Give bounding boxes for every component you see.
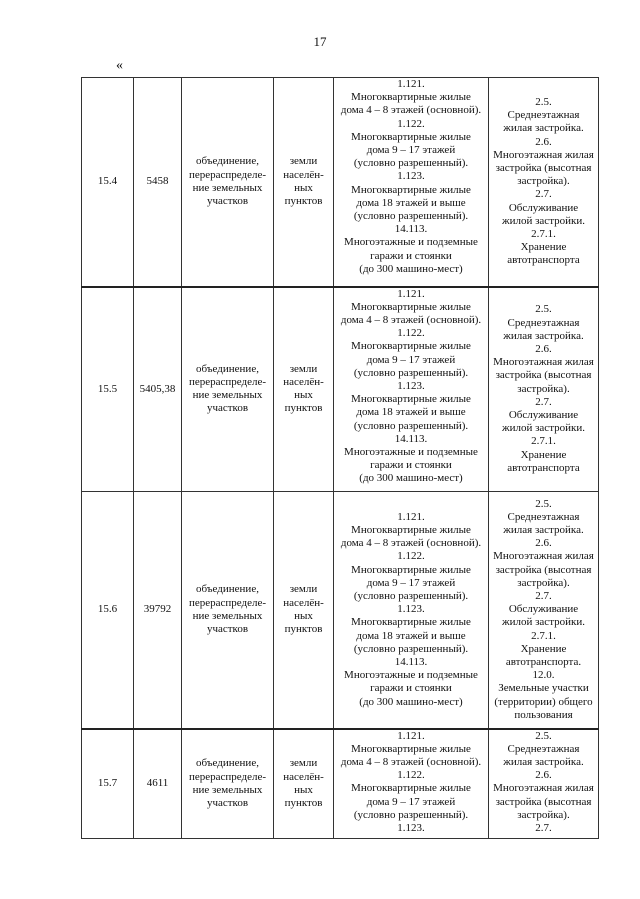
vri-line: Хранение [520, 241, 567, 254]
vri-line: жилой застройки. [501, 214, 586, 227]
category-line: пунктов [284, 796, 323, 809]
page-number: 17 [313, 34, 327, 49]
use-line: дома 18 этажей и выше [356, 406, 466, 419]
vri-line: Среднеэтажная [507, 109, 580, 122]
use-line: (условно разрешенный). [353, 419, 469, 432]
category-line: пунктов [284, 194, 323, 207]
use-line: Многоквартирные жилые [351, 563, 471, 576]
vri-line: Обслуживание [508, 409, 579, 422]
plot-number-cell: 15.7 [82, 729, 134, 839]
use-line: 1.122. [397, 550, 425, 563]
use-line: (условно разрешенный). [353, 157, 469, 170]
land-category-cell [274, 78, 334, 287]
vri-line: пользования [514, 708, 573, 721]
vri-line: застройка (высотная [495, 369, 592, 382]
use-line: 1.123. [397, 170, 425, 183]
table-row-15-7 [82, 729, 599, 839]
category-line: населён- [283, 770, 324, 783]
vri-line: застройка). [517, 382, 570, 395]
vri-line: 12.0. [532, 669, 555, 682]
use-line: гаражи и стоянки [370, 682, 452, 695]
use-line: Многоквартирные жилые [351, 300, 471, 313]
method-line: участков [206, 402, 249, 415]
use-line: Многоквартирные жилые [351, 523, 471, 536]
formation-method-cell [182, 729, 274, 839]
use-line: 1.121. [397, 78, 425, 90]
category-line: земли [289, 362, 318, 375]
use-line: 14.113. [394, 223, 428, 236]
use-line: дома 4 – 8 этажей (основной). [340, 755, 482, 768]
use-line: Многоэтажные и подземные [344, 669, 478, 682]
use-line: 1.121. [397, 729, 425, 742]
vri-line: Хранение [520, 448, 567, 461]
use-line: Многоквартирные жилые [351, 183, 471, 196]
category-line: пунктов [284, 402, 323, 415]
method-line: объединение, [196, 757, 259, 770]
plot-area-cell: 5405,38 [134, 287, 182, 492]
formation-method-cell [182, 78, 274, 287]
vri-line: Обслуживание [508, 603, 579, 616]
method-line: перераспределе- [188, 376, 267, 389]
use-line: дома 18 этажей и выше [356, 196, 466, 209]
category-line: земли [289, 155, 318, 168]
method-line: объединение, [196, 155, 259, 168]
land-use-code-cell [489, 492, 599, 729]
land-category-cell [274, 729, 334, 839]
use-line: Многоквартирные жилые [351, 393, 471, 406]
use-line: дома 9 – 17 этажей [366, 576, 456, 589]
vri-line: 2.7. [535, 188, 552, 201]
table-body [82, 78, 599, 839]
vri-line: автотранспорта [507, 461, 580, 474]
method-line: объединение, [196, 362, 259, 375]
use-line: дома 4 – 8 этажей (основной). [340, 313, 482, 326]
vri-line: застройка (высотная [495, 795, 592, 808]
category-line: ных [294, 783, 313, 796]
use-line: гаражи и стоянки [370, 249, 452, 262]
use-line: дома 4 – 8 этажей (основной). [340, 537, 482, 550]
category-line: населён- [283, 376, 324, 389]
vri-line: Многоэтажная жилая [493, 356, 594, 369]
category-line: ных [294, 181, 313, 194]
use-line: Многоквартирные жилые [351, 91, 471, 104]
vri-line: 2.6. [535, 135, 552, 148]
use-line: 1.121. [397, 510, 425, 523]
category-line: населён- [283, 596, 324, 609]
vri-line: застройка). [517, 175, 570, 188]
category-line: пунктов [284, 622, 323, 635]
vri-line: Обслуживание [508, 201, 579, 214]
vri-line: 2.7. [535, 589, 552, 602]
use-line: 1.121. [397, 287, 425, 300]
land-plots-table [81, 77, 599, 839]
use-line: (до 300 машино-мест) [359, 472, 463, 485]
use-line: (условно разрешенный). [353, 366, 469, 379]
method-line: ние земельных [192, 181, 263, 194]
method-line: ние земельных [192, 783, 263, 796]
vri-line: застройка (высотная [495, 161, 592, 174]
vri-line: 2.7.1. [531, 629, 556, 642]
vri-line: 2.7. [535, 395, 552, 408]
use-line: дома 9 – 17 этажей [366, 144, 456, 157]
use-line: (условно разрешенный). [353, 808, 469, 821]
vri-line: 2.7.1. [531, 435, 556, 448]
vri-line: (территории) общего [494, 695, 593, 708]
use-line: Многоквартирные жилые [351, 742, 471, 755]
vri-line: 2.7.1. [531, 227, 556, 240]
vri-line: 2.5. [535, 95, 552, 108]
vri-line: Многоэтажная жилая [493, 550, 594, 563]
vri-line: застройка (высотная [495, 563, 592, 576]
plot-area-cell: 39792 [134, 492, 182, 729]
use-line: (до 300 машино-мест) [359, 262, 463, 275]
category-line: ных [294, 609, 313, 622]
use-line: 14.113. [394, 655, 428, 668]
permitted-use-cell [334, 729, 489, 839]
vri-line: жилой застройки. [501, 616, 586, 629]
method-line: перераспределе- [188, 770, 267, 783]
vri-line: жилая застройка. [503, 122, 584, 135]
use-line: Многоквартирные жилые [351, 340, 471, 353]
plot-number-cell: 15.6 [82, 492, 134, 729]
land-category-cell [274, 492, 334, 729]
vri-line: 2.7. [535, 821, 552, 834]
vri-line: жилая застройка. [503, 329, 584, 342]
use-line: 1.123. [397, 379, 425, 392]
table-row-15-5 [82, 287, 599, 492]
vri-line: 2.5. [535, 303, 552, 316]
vri-line: 2.5. [535, 729, 552, 742]
plot-number-cell: 15.4 [82, 78, 134, 287]
use-line: 1.122. [397, 769, 425, 782]
method-line: перераспределе- [188, 596, 267, 609]
method-line: перераспределе- [188, 168, 267, 181]
vri-line: жилая застройка. [503, 523, 584, 536]
use-line: дома 18 этажей и выше [356, 629, 466, 642]
method-line: участков [206, 796, 249, 809]
use-line: 14.113. [394, 432, 428, 445]
use-line: 1.122. [397, 117, 425, 130]
category-line: земли [289, 583, 318, 596]
use-line: Многоэтажные и подземные [344, 236, 478, 249]
use-line: (до 300 машино-мест) [359, 695, 463, 708]
vri-line: автотранспорта. [505, 655, 582, 668]
vri-line: Хранение [520, 642, 567, 655]
vri-line: 2.6. [535, 343, 552, 356]
formation-method-cell [182, 287, 274, 492]
method-line: участков [206, 622, 249, 635]
land-category-cell [274, 287, 334, 492]
land-use-code-cell [489, 287, 599, 492]
method-line: объединение, [196, 583, 259, 596]
table-row-15-6 [82, 492, 599, 729]
plot-number-cell: 15.5 [82, 287, 134, 492]
category-line: населён- [283, 168, 324, 181]
use-line: гаражи и стоянки [370, 459, 452, 472]
use-line: (условно разрешенный). [353, 642, 469, 655]
vri-line: 2.5. [535, 497, 552, 510]
method-line: участков [206, 194, 249, 207]
use-line: дома 4 – 8 этажей (основной). [340, 104, 482, 117]
vri-line: Многоэтажная жилая [493, 148, 594, 161]
land-use-code-cell [489, 78, 599, 287]
use-line: 1.123. [397, 821, 425, 834]
vri-line: Многоэтажная жилая [493, 782, 594, 795]
use-line: дома 9 – 17 этажей [366, 795, 456, 808]
use-line: 1.123. [397, 603, 425, 616]
use-line: дома 9 – 17 этажей [366, 353, 456, 366]
vri-line: Среднеэтажная [507, 316, 580, 329]
category-line: земли [289, 757, 318, 770]
plot-area-cell: 4611 [134, 729, 182, 839]
use-line: (условно разрешенный). [353, 210, 469, 223]
plot-area-cell: 5458 [134, 78, 182, 287]
permitted-use-cell [334, 287, 489, 492]
vri-line: застройка). [517, 576, 570, 589]
table-row-15-4 [82, 78, 599, 287]
use-line: 1.122. [397, 327, 425, 340]
use-line: (условно разрешенный). [353, 589, 469, 602]
vri-line: Земельные участки [498, 682, 589, 695]
vri-line: жилой застройки. [501, 422, 586, 435]
permitted-use-cell [334, 492, 489, 729]
use-line: Многоэтажные и подземные [344, 445, 478, 458]
use-line: Многоквартирные жилые [351, 130, 471, 143]
opening-quote-mark: « [116, 58, 123, 73]
vri-line: автотранспорта [507, 254, 580, 267]
category-line: ных [294, 389, 313, 402]
use-line: Многоквартирные жилые [351, 782, 471, 795]
method-line: ние земельных [192, 609, 263, 622]
vri-line: жилая застройка. [503, 755, 584, 768]
vri-line: застройка). [517, 808, 570, 821]
vri-line: Среднеэтажная [507, 510, 580, 523]
vri-line: Среднеэтажная [507, 742, 580, 755]
land-use-code-cell [489, 729, 599, 839]
vri-line: 2.6. [535, 769, 552, 782]
use-line: Многоквартирные жилые [351, 616, 471, 629]
method-line: ние земельных [192, 389, 263, 402]
vri-line: 2.6. [535, 537, 552, 550]
formation-method-cell [182, 492, 274, 729]
permitted-use-cell [334, 78, 489, 287]
